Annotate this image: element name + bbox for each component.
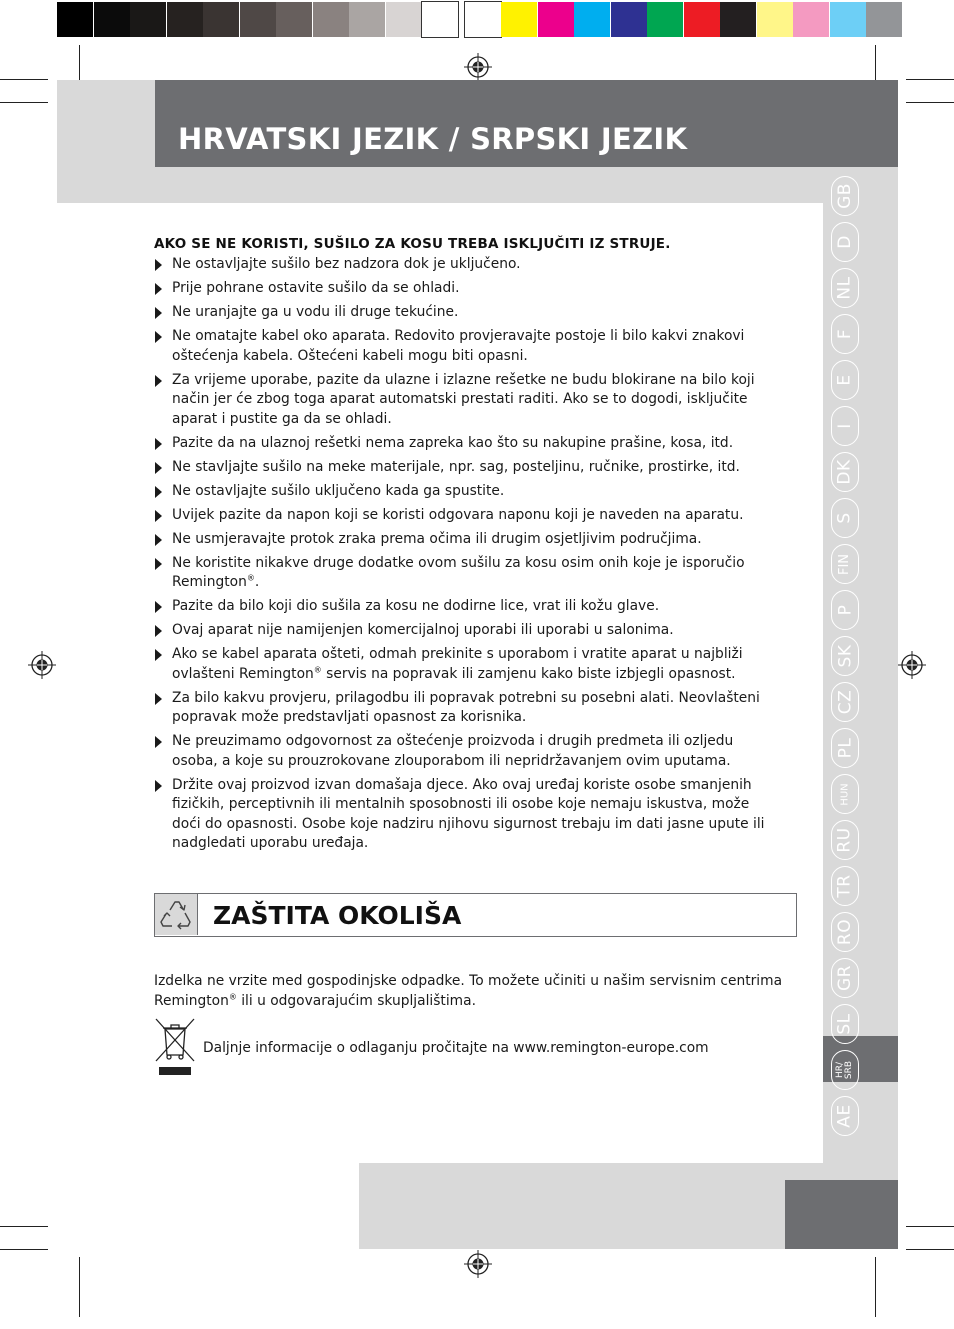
- registration-mark-icon: [27, 650, 57, 680]
- safety-item: [154, 645, 774, 684]
- color-swatch: [830, 2, 866, 37]
- color-swatch: [203, 2, 239, 37]
- language-tab-label: I: [834, 423, 855, 429]
- language-tab-label-part: SRB: [843, 1060, 854, 1080]
- safety-item-text: Ne koristite nikakve druge dodatke ovom sušilu za kosu osim onih koje je isporučio Remington®.: [172, 554, 745, 590]
- color-swatch: [684, 2, 720, 37]
- color-swatch: [793, 2, 829, 37]
- language-tab-label: S: [834, 512, 855, 524]
- language-tab-label: HUN: [839, 782, 851, 806]
- language-tab-d[interactable]: [831, 222, 859, 262]
- safety-item-text: Pazite da na ulaznoj rešetki nema zapreka kao što su nakupine prašine, kosa, itd.: [172, 434, 734, 451]
- safety-item-text: Ne uranjajte ga u vodu ili druge tekućine.: [172, 304, 459, 320]
- bullet-arrow-icon: [155, 438, 162, 450]
- color-swatch: [313, 2, 349, 37]
- language-tab-label: RU: [834, 827, 855, 853]
- environment-title: ZAŠTITA OKOLIŠA: [213, 901, 462, 930]
- language-tab-label: PL: [834, 737, 855, 759]
- safety-item: [154, 776, 774, 854]
- bullet-arrow-icon: [155, 510, 162, 522]
- safety-item-text: Za vrijeme uporabe, pazite da ulazne i izlazne rešetke ne budu blokirane na bilo koji način jer će zbog toga aparat automatski prestati raditi. Ako se to dogodi, isključite aparat i pustite ga da se ohladi.: [172, 371, 755, 427]
- language-tab-ae[interactable]: [831, 1096, 859, 1136]
- color-swatch: [647, 2, 683, 37]
- registration-mark-icon: [463, 52, 493, 82]
- print-color-bar: [57, 0, 897, 39]
- bullet-arrow-icon: [155, 649, 162, 661]
- bullet-arrow-icon: [155, 486, 162, 498]
- language-tab-hr-srb[interactable]: [831, 1050, 859, 1090]
- bullet-arrow-icon: [155, 259, 162, 271]
- safety-item-text: Ne omatajte kabel oko aparata. Redovito provjeravajte postoje li bilo kakvi znakovi oštećenja kabela. Oštećeni kabeli mogu biti opasni.: [172, 328, 745, 364]
- color-swatch: [94, 2, 130, 37]
- color-swatch: [574, 2, 610, 37]
- language-tab-s[interactable]: [831, 498, 859, 538]
- bullet-arrow-icon: [155, 283, 162, 295]
- safety-list: [154, 255, 774, 858]
- language-tab-e[interactable]: [831, 360, 859, 400]
- safety-item-text: Prije pohrane ostavite sušilo da se ohladi.: [172, 280, 460, 296]
- language-tab-label-part: HR/: [834, 1061, 845, 1079]
- color-swatch: [130, 2, 166, 37]
- safety-item: [154, 279, 774, 299]
- color-swatch: [757, 2, 793, 37]
- safety-item: [154, 597, 774, 617]
- safety-item-text: Uvijek pazite da napon koji se koristi odgovara naponu koji je naveden na aparatu.: [172, 506, 744, 523]
- language-tab-pl[interactable]: [831, 728, 859, 768]
- safety-item: [154, 689, 774, 728]
- safety-item-text: Pazite da bilo koji dio sušila za kosu ne dodirne lice, vrat ili kožu glave.: [172, 598, 660, 614]
- language-tab-i[interactable]: [831, 406, 859, 446]
- bullet-arrow-icon: [155, 375, 162, 387]
- crossed-out-bin-icon: [154, 1017, 196, 1077]
- language-tab-label: E: [835, 374, 855, 386]
- color-swatch: [276, 2, 312, 37]
- bullet-arrow-icon: [155, 307, 162, 319]
- color-swatch: [611, 2, 647, 37]
- safety-item: [154, 303, 774, 323]
- color-swatch: [386, 2, 422, 37]
- safety-item: [154, 554, 774, 593]
- language-tab-dk[interactable]: [831, 452, 859, 492]
- language-tab-label: [836, 1061, 854, 1079]
- language-tab-cz[interactable]: [831, 682, 859, 722]
- safety-item: [154, 482, 774, 502]
- language-tab-label: RO: [835, 918, 856, 946]
- language-tab-label: NL: [834, 276, 855, 300]
- crop-mark: [0, 79, 48, 80]
- language-tab-fin[interactable]: [831, 544, 859, 584]
- language-tab-label: P: [834, 604, 855, 616]
- bullet-arrow-icon: [155, 462, 162, 474]
- color-swatch: [720, 2, 756, 37]
- color-swatch: [501, 2, 537, 37]
- color-swatch: [349, 2, 385, 37]
- language-tab-gr[interactable]: [831, 958, 859, 998]
- color-swatch: [167, 2, 203, 37]
- language-tab-tr[interactable]: [831, 866, 859, 906]
- safety-item-text: Ne ostavljajte sušilo uključeno kada ga spustite.: [172, 482, 505, 499]
- safety-item: [154, 530, 774, 550]
- safety-item: [154, 506, 774, 526]
- crop-mark: [0, 102, 48, 103]
- safety-item-text: Ne ostavljajte sušilo bez nadzora dok je uključeno.: [172, 256, 521, 272]
- safety-heading: AKO SE NE KORISTI, SUŠILO ZA KOSU TREBA ISKLJUČITI IZ STRUJE.: [154, 236, 671, 252]
- page-title: HRVATSKI JEZIK / SRPSKI JEZIK: [178, 122, 688, 156]
- language-tab-label: FIN: [837, 553, 853, 575]
- footer-dark-block: [785, 1180, 898, 1249]
- crop-mark: [906, 1249, 954, 1250]
- safety-item-text: Ne stavljajte sušilo na meke materijale, npr. sag, posteljinu, ručnike, prostirke, itd.: [172, 458, 740, 475]
- language-tab-label: DK: [835, 459, 855, 485]
- safety-item: [154, 458, 774, 478]
- color-swatch: [538, 2, 574, 37]
- recycle-icon-box: [155, 894, 198, 935]
- safety-item: [154, 732, 774, 771]
- crop-mark: [906, 79, 954, 80]
- language-tab-ro[interactable]: [831, 912, 859, 952]
- color-swatch: [465, 2, 501, 37]
- safety-item: [154, 255, 774, 275]
- language-tab-label: GR: [835, 965, 855, 991]
- safety-item: [154, 371, 774, 430]
- bullet-arrow-icon: [155, 534, 162, 546]
- environment-header: [154, 893, 797, 937]
- crop-mark: [906, 1226, 954, 1227]
- disposal-info-text: Daljnje informacije o odlaganju pročitajte na www.remington-europe.com: [203, 1040, 709, 1056]
- safety-item-text: Ne usmjeravajte protok zraka prema očima ili drugim osjetljivim područjima.: [172, 530, 702, 547]
- safety-item-text: Ne preuzimamo odgovornost za oštećenje proizvoda i drugih predmeta ili ozljedu osoba, a koje su prouzrokovane zlouporabom ili nepridržavanjem ovim uputama.: [172, 733, 734, 769]
- language-tab-label: SL: [834, 1013, 855, 1035]
- language-tab-label: GB: [835, 183, 855, 209]
- language-tab-gb[interactable]: [831, 176, 859, 216]
- language-tab-f[interactable]: [831, 314, 859, 354]
- crop-mark: [0, 1249, 48, 1250]
- crop-mark: [875, 1257, 876, 1317]
- language-tab-label: CZ: [835, 689, 855, 715]
- bullet-arrow-icon: [155, 693, 162, 705]
- bullet-arrow-icon: [155, 780, 162, 792]
- crop-mark: [0, 1226, 48, 1227]
- language-tab-label: D: [835, 235, 855, 249]
- language-tab-label: AE: [835, 1104, 855, 1128]
- language-tab-sl[interactable]: [831, 1004, 859, 1044]
- bullet-arrow-icon: [155, 601, 162, 613]
- language-tab-ru[interactable]: [831, 820, 859, 860]
- color-swatch: [240, 2, 276, 37]
- language-tab-p[interactable]: [831, 590, 859, 630]
- safety-item: [154, 327, 774, 366]
- color-swatch: [422, 2, 458, 37]
- language-tab-label: F: [835, 328, 855, 340]
- bullet-arrow-icon: [155, 625, 162, 637]
- language-tab-sk[interactable]: [831, 636, 859, 676]
- safety-item-text: Držite ovaj proizvod izvan domašaja djece. Ako ovaj uređaj koriste osobe smanjenih fizičkih, perceptivnih ili mentalnih sposobnosti ili osobe koje nemaju iskustva, može doći do opasnosti. Osobe koje nadziru njihovu sigurnost trebaju im dati jasne upute ili nadgledati uporabu uređaja.: [172, 776, 765, 851]
- environment-text: Izdelka ne vrzite med gospodinjske odpadke. To možete učiniti u našim servisnim centrima Remington® ili u odgovarajućim skupljalištima.: [154, 973, 783, 1009]
- color-swatch: [866, 2, 902, 37]
- registration-mark-icon: [463, 1249, 493, 1279]
- language-tab-nl[interactable]: [831, 268, 859, 308]
- bullet-arrow-icon: [155, 558, 162, 570]
- crop-mark: [906, 102, 954, 103]
- registration-mark-icon: [897, 650, 927, 680]
- safety-item: [154, 434, 774, 454]
- language-tab-label: TR: [834, 874, 855, 898]
- crop-mark: [79, 1257, 80, 1317]
- safety-item-text: Ovaj aparat nije namijenjen komercijalnoj uporabi ili uporabi u salonima.: [172, 622, 674, 638]
- color-swatch: [57, 2, 93, 37]
- safety-item: [154, 621, 774, 641]
- recycle-icon: [158, 898, 194, 932]
- safety-item-text: Za bilo kakvu provjeru, prilagodbu ili popravak potrebni su posebni alati. Neovlašteni popravak može predstavljati opasnost za korisnika.: [172, 689, 760, 725]
- bullet-arrow-icon: [155, 331, 162, 343]
- language-tab-label: SK: [834, 644, 855, 668]
- bullet-arrow-icon: [155, 736, 162, 748]
- safety-item-text: Ako se kabel aparata ošteti, odmah prekinite s uporabom i vratite aparat u najbliži ovlašteni Remington® servis na popravak ili zamjenu kako biste izbjegli opasnost.: [172, 646, 743, 682]
- language-tab-hun[interactable]: [831, 774, 859, 814]
